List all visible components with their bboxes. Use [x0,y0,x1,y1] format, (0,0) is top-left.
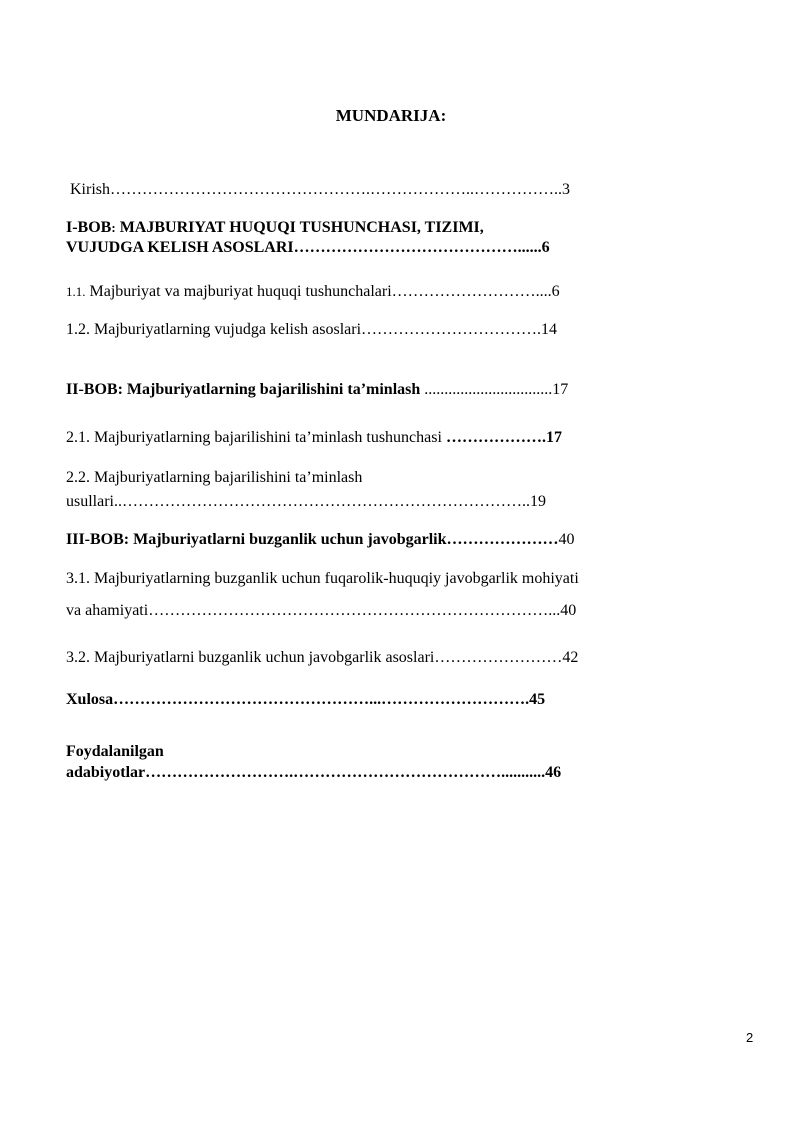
toc-section-1-1-text: Majburiyat va majburiyat huquqi tushunchalari………………………....6 [85,283,560,300]
toc-section-2-1-dots: ……………….17 [445,429,562,446]
toc-bob2-title: II-BOB: Majburiyatlarning bajarilishini ta’minlash [66,381,421,398]
toc-section-3-1-line2: va ahamiyati…………………………………………………………………...40 [66,602,577,619]
toc-bob3 [66,530,575,550]
toc-bob1-heading: MAJBURIYAT HUQUQI TUSHUNCHASI, TIZIMI, [115,219,484,236]
toc-section-3-1-line1: 3.1. Majburiyatlarning buzganlik uchun fuqarolik-huquqiy javobgarlik mohiyati [66,570,579,587]
toc-section-2-1-text: 2.1. Majburiyatlarning bajarilishini ta’minlash tushunchasi [66,429,446,446]
toc-section-1-1 [66,282,560,302]
toc-section-1-2: 1.2. Majburiyatlarning vujudga kelish asoslari…………………………….14 [66,321,558,338]
toc-bob1-line1 [66,218,484,238]
toc-xulosa: Xulosa…………………………………………...……………………….45 [66,691,546,708]
toc-kirish: Kirish………………………………………….………………..……………..3 [70,181,570,198]
toc-section-2-2-line2: usullari..…………………………………………………………………..19 [66,493,546,510]
toc-section-2-2-line1: 2.2. Majburiyatlarning bajarilishini ta’minlash [66,469,363,486]
toc-foydalanilgan-line2: adabiyotlar……………………….…………………………………...........46 [66,764,562,781]
toc-bob1-line2: VUJUDGA KELISH ASOSLARI……………………………………......6 [66,239,550,256]
toc-bob1-colon: : [111,220,116,235]
toc-bob3-title: III-BOB: Majburiyatlarni buzganlik uchun javobgarlik [66,531,447,548]
toc-bob2-dots: ................................17 [420,381,569,398]
toc-section-1-1-number: 1.1. [66,284,86,299]
page-title: MUNDARIJA: [335,106,447,125]
toc-section-3-2: 3.2. Majburiyatlarni buzganlik uchun javobgarlik asoslari……………………42 [66,649,579,666]
toc-bob2 [66,380,568,400]
toc-bob3-dots: ………………… [446,531,559,548]
page-number: 2 [746,1030,754,1045]
toc-bob3-page: 40 [558,531,575,548]
toc-section-2-1 [66,428,562,448]
toc-foydalanilgan-line1: Foydalanilgan [66,743,164,760]
toc-bob1-prefix: I-BOB [66,219,112,236]
